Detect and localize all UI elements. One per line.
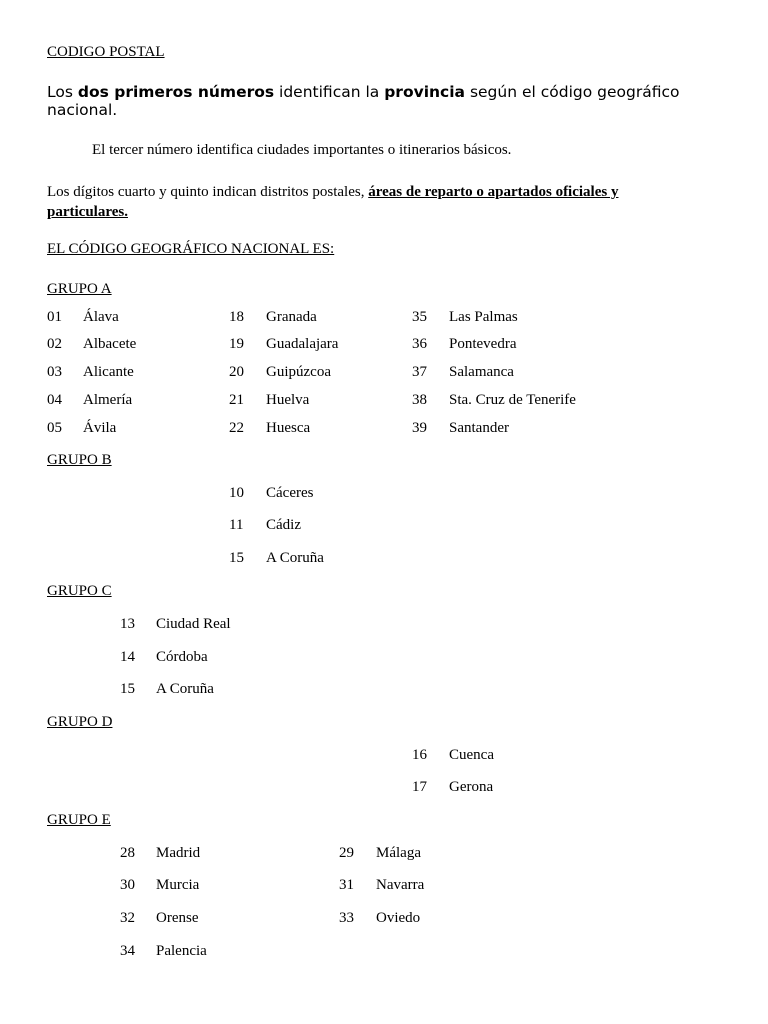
province-code: 21 [229, 392, 244, 408]
districts-text: Los dígitos cuarto y quinto indican distritos postales, [47, 184, 369, 200]
province-code: 31 [339, 877, 354, 893]
province-code: 36 [412, 336, 427, 352]
intro-bold-1: dos primeros números [77, 83, 275, 101]
province-code: 04 [47, 392, 62, 408]
province-code: 37 [412, 364, 427, 380]
intro-text-1: Los [47, 83, 78, 101]
province-code: 02 [47, 336, 62, 352]
province-code: 19 [229, 336, 244, 352]
province-name: Almería [83, 392, 133, 408]
province-name: Guipúzcoa [266, 364, 331, 380]
intro-paragraph [47, 83, 717, 119]
group-d-label: GRUPO D [47, 714, 113, 730]
province-code: 30 [120, 877, 135, 893]
section-heading: EL CÓDIGO GEOGRÁFICO NACIONAL ES: [47, 241, 335, 257]
province-code: 13 [120, 616, 135, 632]
province-code: 29 [339, 845, 354, 861]
province-name: Ciudad Real [156, 616, 231, 632]
province-code: 28 [120, 845, 135, 861]
province-name: Cáceres [266, 485, 314, 501]
province-name: Orense [156, 910, 199, 926]
province-name: Salamanca [449, 364, 514, 380]
province-name: Santander [449, 420, 509, 436]
province-code: 22 [229, 420, 244, 436]
districts-paragraph [47, 182, 657, 222]
province-name: Palencia [156, 943, 207, 959]
group-b-label: GRUPO B [47, 452, 112, 468]
province-code: 35 [412, 309, 427, 325]
province-name: Navarra [376, 877, 425, 893]
province-code: 34 [120, 943, 135, 959]
province-code: 03 [47, 364, 62, 380]
province-name: Huelva [266, 392, 310, 408]
province-name: Las Palmas [449, 309, 518, 325]
group-a-row [47, 309, 62, 326]
group-c-label: GRUPO C [47, 583, 112, 599]
group-e-label: GRUPO E [47, 812, 111, 828]
province-name: Oviedo [376, 910, 421, 926]
intro-text-2: identifican la [274, 83, 385, 101]
province-code: 05 [47, 420, 62, 436]
third-digit-paragraph: El tercer número identifica ciudades importantes o itinerarios básicos. [92, 142, 512, 158]
province-name: Ávila [83, 420, 117, 436]
province-name: Cádiz [266, 517, 301, 533]
province-code: 20 [229, 364, 244, 380]
districts-bold-text: áreas de reparto o apartados oficiales y particulares. [47, 184, 619, 220]
document-title: CODIGO POSTAL [47, 44, 165, 60]
province-name: Sta. Cruz de Tenerife [449, 392, 576, 408]
province-code: 01 [47, 309, 62, 325]
province-name: Granada [266, 309, 317, 325]
province-name: Huesca [266, 420, 311, 436]
province-name: Albacete [83, 336, 137, 352]
province-name: Murcia [156, 877, 200, 893]
province-code: 38 [412, 392, 427, 408]
province-name: Álava [83, 309, 119, 325]
province-code: 10 [229, 485, 244, 501]
province-code: 18 [229, 309, 244, 325]
province-code: 32 [120, 910, 135, 926]
province-name: Cuenca [449, 747, 494, 763]
province-code: 14 [120, 649, 135, 665]
province-code: 39 [412, 420, 427, 436]
province-name: Málaga [376, 845, 421, 861]
province-code: 17 [412, 779, 427, 795]
group-a-label: GRUPO A [47, 281, 112, 297]
province-name: A Coruña [156, 681, 214, 697]
intro-bold-2: provincia [384, 83, 466, 101]
province-name: Gerona [449, 779, 494, 795]
intro-text-3: según el código geográfico nacional. [47, 83, 680, 119]
province-name: Madrid [156, 845, 201, 861]
province-code: 11 [229, 517, 244, 533]
province-code: 16 [412, 747, 427, 763]
province-name: Alicante [83, 364, 134, 380]
province-name: A Coruña [266, 550, 324, 566]
province-name: Pontevedra [449, 336, 517, 352]
province-name: Córdoba [156, 649, 208, 665]
province-code: 33 [339, 910, 354, 926]
province-code: 15 [120, 681, 135, 697]
province-code: 15 [229, 550, 244, 566]
province-name: Guadalajara [266, 336, 339, 352]
